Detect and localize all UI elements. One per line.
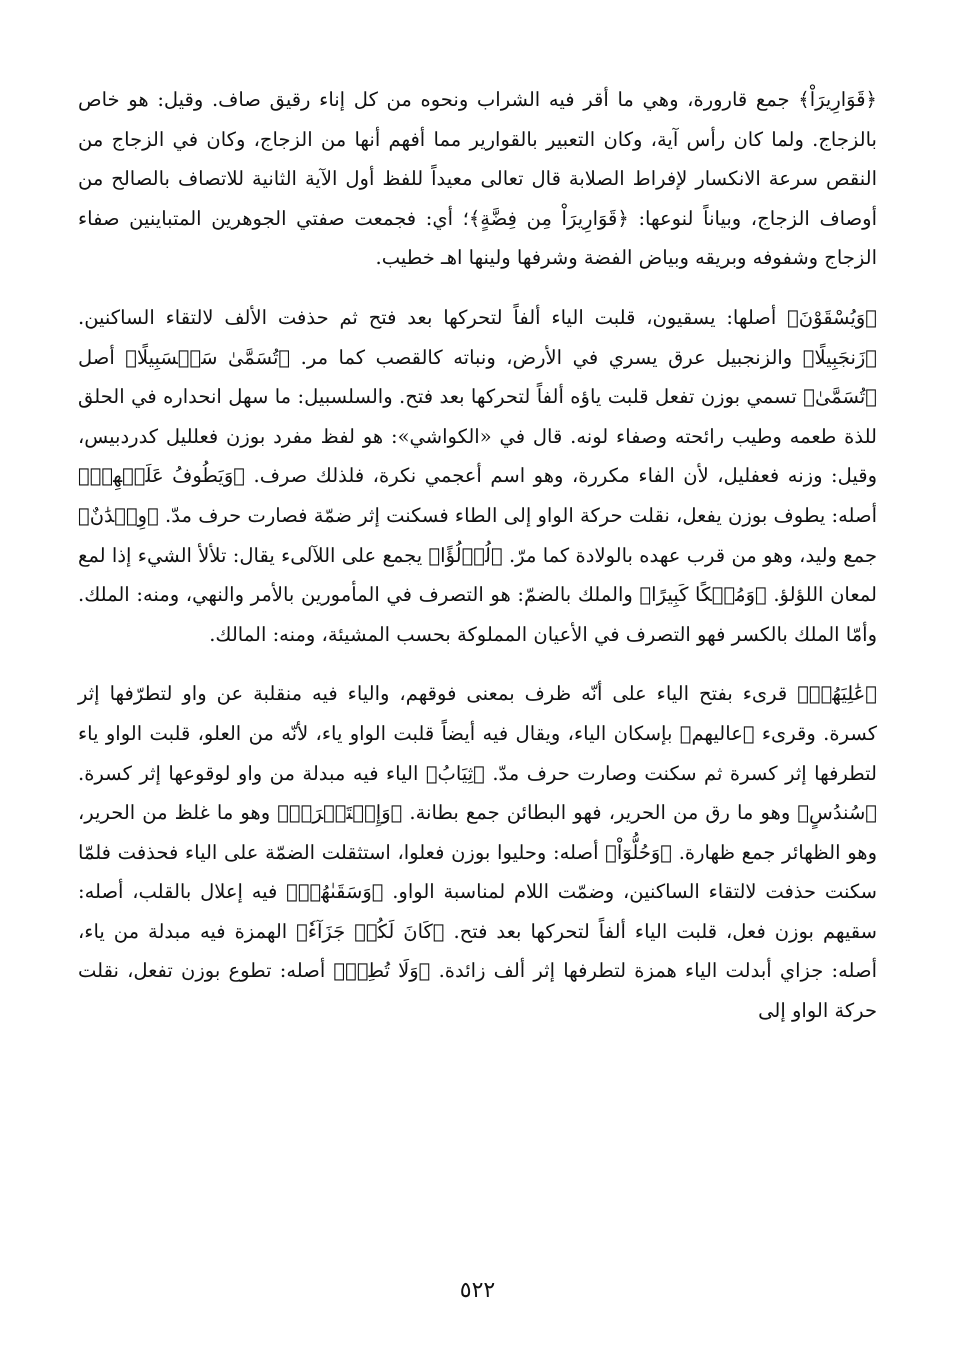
body-text (78, 80, 877, 1031)
page-number: ٥٢٢ (459, 1278, 496, 1303)
paragraph-qawarir: ﴿قَوَارِيرَاْ﴾ جمع قارورة، وهي ما أقر فيه الشراب ونحوه من كل إناء رقيق صاف. وقيل: هو خاص بالزجاج. ولما كان رأس آية، وكان التعبير بالقوارير مما أفهم أنها من الزجاج، وكان في الزجاج من النقص سرعة الانكسار لإفراط الصلابة قال تعالى معيداً للفظ أول الآية الثانية للاتصاف بالصالح من أوصاف الزجاج، وبياناً لنوعها: ﴿قَوَارِيرَاْ مِن فِضَّةٍ﴾؛ أي: فجمعت صفتي الجوهرين المتباينين صفاء الزجاج وشفوفه وبريقه وبياض الفضة وشرفها ولينها اهـ خطيب. (78, 88, 877, 270)
paragraph-aliyahum: ﴿عَٰلِيَهُمۡ﴾ قرىء بفتح الياء على أنّه ظرف بمعنى فوقهم، والياء فيه منقلبة عن واو لتطرّفها إثر كسرة. وقرىء ﴿عاليهم﴾ بإسكان الياء، ويقال فيه أيضاً قلبت الواو ياء، لأنّه من العلو، قلبت الواو ياء لتطرفها إثر كسرة ثم سكنت وصارت حرف مدّ. ﴿ثِيَابُ﴾ الياء فيه مبدلة من واو لوقوعها إثر كسرة. ﴿سُندُسٍ﴾ وهو ما رق من الحرير، فهو البطائن جمع بطانة. ﴿وَإِسۡتَبۡرَقٞ﴾ وهو ما غلظ من الحرير، وهو الظهائر جمع ظهارة. ﴿وَحُلُّوٓاْ﴾ أصله: وحليوا بوزن فعلوا، استثقلت الضمّة على الياء فحذفت فلمّا سكنت حذفت لالتقاء الساكنين، وضمّت اللام لمناسبة الواو. ﴿وَسَقَىٰهُمۡ﴾ فيه إعلال بالقلب، أصله: سقيهم بوزن فعل، قلبت الياء ألفاً لتحركها بعد فتح. ﴿كَانَ لَكُمۡ جَزَآءٗ﴾ الهمزة فيه مبدلة من ياء، أصله: جزاي أبدلت الياء همزة لتطرفها إثر ألف زائدة. ﴿وَلَا تُطِعۡ﴾ أصله: تطوع بوزن تفعل، نقلت حركة الواو إلى (78, 682, 877, 1023)
paragraph-yusqawn: ﴿وَيُسْقَوْنَ﴾ أصلها: يسقيون، قلبت الياء ألفاً لتحركها بعد فتح ثم حذفت الألف لالتقاء الساكنين. ﴿زَنجَبِيلًا﴾ والزنجبيل عرق يسري في الأرض، ونباته كالقصب كما مر. ﴿تُسَمَّىٰ سَلۡسَبِيلًا﴾ أصل ﴿تُسَمَّىٰ﴾ تسمي بوزن تفعل قلبت ياؤه ألفاً لتحركها بعد فتح. والسلسبيل: ما سهل انحداره في الحلق للذة طعمه وطيب رائحته وصفاء لونه. قال في «الكواشي»: هو لفظ مفرد بوزن فعلليل كدردبيس، وقيل: وزنه فعفليل، لأن الفاء مكررة، وهو اسم أعجمي نكرة، فلذلك صرف. ﴿وَيَطُوفُ عَلَيۡهِمۡ﴾ أصله: يطوف بوزن يفعل، نقلت حركة الواو إلى الطاء فسكنت إثر ضمّة فصارت حرف مدّ. ﴿وِلۡدَٰنٌ﴾ جمع وليد، وهو من قرب عهده بالولادة كما مرّ. ﴿لُؤۡلُؤًا﴾ يجمع على اللآلىء يقال: تلألأ الشيء إذا لمع لمعان اللؤلؤ. ﴿وَمُلۡكًا كَبِيرًا﴾ والملك بالضمّ: هو التصرف في المأمورين بالأمر والنهي، ومنه: الملك. وأمّا الملك بالكسر فهو التصرف في الأعيان المملوكة بحسب المشيئة، ومنه: المالك. (78, 305, 877, 646)
